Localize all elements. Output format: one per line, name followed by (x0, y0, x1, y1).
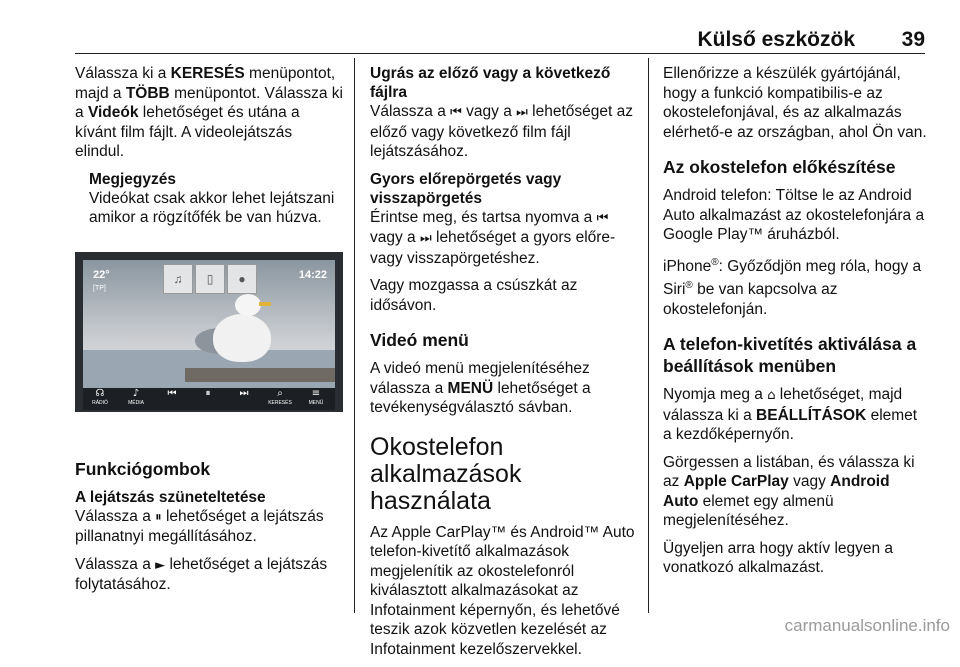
heading-function-buttons: Funkciógombok (75, 458, 211, 479)
search-button: ⌕ KERESÉS (268, 387, 292, 406)
heading-prepare-phone: Az okostelefon előkészítése (663, 157, 896, 177)
activity-bar (83, 388, 335, 410)
column-3 (663, 64, 928, 586)
resume-paragraph: Válassza a ► lehetőséget a lejátszás folytatásához. (75, 555, 328, 593)
home-icon: ⌂ (767, 388, 776, 404)
screen-temperature: 22° (93, 268, 110, 281)
phone-tile-icon: ▯ (195, 264, 225, 294)
note-text: Videókat csak akkor lehet lejátszani amikor a rögzítőfék be van húzva. (89, 189, 335, 226)
note-box (89, 170, 343, 228)
media-button: ♪ MÉDIA (128, 387, 144, 406)
ensure-paragraph: Ügyeljen arra hogy aktív legyen a vonatkozó alkalmazást. (663, 539, 894, 577)
heading-pause: A lejátszás szüneteltetése (75, 488, 266, 506)
play-icon: ► (155, 557, 166, 573)
music-tile-icon: ♫ (163, 264, 193, 294)
slider-paragraph: Vagy mozgassa a csúszkát az idősávon. (370, 277, 578, 314)
header-rule (75, 53, 925, 54)
screen-clock: 14:22 (298, 268, 327, 281)
pause-icon: ⏸ (205, 387, 211, 399)
check-paragraph: Ellenőrizze a készülék gyártójánál, hogy a funkció kompatibilis-e az okostelefonjával, és az alkalmazás elérhető-e az országban, ahol Ön van. (663, 65, 927, 141)
radio-button: ☊ RÁDIÓ (92, 387, 108, 406)
menu-paragraph: A videó menü megjelenítéséhez válassza a MENÜ lehetőséget a tevékenységválasztó sávban. (370, 360, 591, 416)
infotainment-screenshot (75, 252, 343, 412)
next-icon: ⏭ (239, 387, 249, 399)
watermark: carmanualsonline.info (784, 616, 950, 635)
page-number: 39 (901, 28, 925, 51)
press-paragraph: Nyomja meg a ⌂ lehetőséget, majd válassza ki a BEÁLLÍTÁSOK elemet a kezdőképernyőn. (663, 386, 918, 444)
pier (185, 368, 335, 382)
pause-icon: ⏸ (155, 509, 162, 525)
seagull-image (213, 314, 271, 362)
heading-activate-projection: A telefon-kivetítés aktiválása a beállítások menüben (663, 334, 917, 377)
column-2 (370, 64, 635, 667)
intro-paragraph: Válassza ki a KERESÉS menüpontot, majd a TÖBB menüpontot. Válassza ki a Videók lehetőséget és utána a kívánt film fájlt. A videolejátszás elindul. (75, 65, 343, 160)
iphone-paragraph: iPhone®: Győződjön meg róla, hogy a Siri® be van kapcsolva az okostelefonján. (663, 256, 922, 318)
page-title: Külső eszközök (697, 28, 855, 51)
next-icon: ⏭ (419, 231, 432, 246)
heading-fast-forward: Gyors előrepörgetés vagy visszapörgetés (370, 170, 562, 207)
menu-button: ≡ MENÜ (308, 387, 324, 406)
pause-paragraph: Válassza a ⏸ lehetőséget a lejátszás pillanatnyi megállításához. (75, 507, 324, 545)
column-1 (75, 64, 343, 603)
heading-jump: Ugrás az előző vagy a következő fájlra (370, 65, 611, 101)
apps-paragraph: Az Apple CarPlay™ és Android™ Auto telefon-kivetítő alkalmazások megjelenítik az okostelefonról kiválasztott alkalmazásokat az Infotainment képernyőn, és lehetővé teszik azok közvetlen kezelését az Infotainment kezelőszervekkel. (370, 523, 635, 658)
previous-icon: ⏮ (450, 105, 462, 120)
screen-tp: [TP] (93, 284, 106, 292)
next-icon: ⏭ (516, 105, 528, 120)
column-divider-2 (648, 58, 649, 613)
heading-smartphone-apps: Okostelefon alkalmazások használata (370, 432, 522, 515)
column-divider-1 (354, 58, 355, 613)
scroll-paragraph: Görgessen a listában, és válassza ki az Apple CarPlay vagy Android Auto elemet egy almenü megjelenítéséhez. (663, 453, 915, 530)
android-paragraph: Android telefon: Töltse le az Android Auto alkalmazást az okostelefonjára a Google Play™ áruházból. (663, 187, 925, 243)
heading-video-menu: Videó menü (370, 330, 469, 350)
ff-paragraph: Érintse meg, és tartsa nyomva a ⏮ vagy a ⏭ lehetőséget a gyors előre- vagy visszapörgetéshez. (370, 208, 616, 267)
progress-slider (127, 338, 187, 340)
previous-icon: ⏮ (596, 210, 609, 226)
previous-icon: ⏮ (167, 387, 177, 399)
page-header (75, 28, 925, 52)
note-title: Megjegyzés (89, 170, 177, 188)
disc-tile-icon: ● (227, 264, 257, 294)
jump-paragraph: Válassza a ⏮ vagy a ⏭ lehetőséget az előző vagy következő film fájl lejátszásához. (370, 103, 633, 160)
